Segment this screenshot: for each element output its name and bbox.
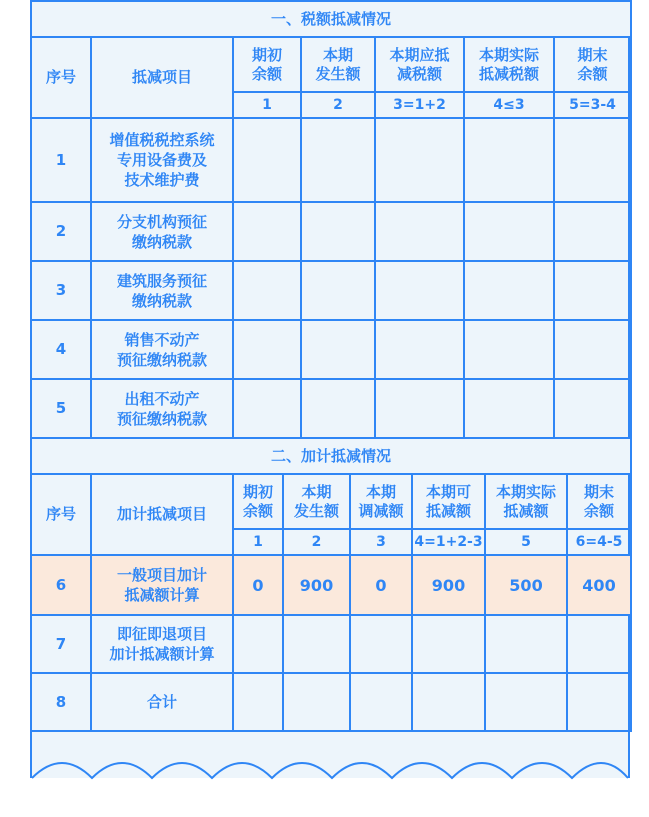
cell[interactable] — [301, 379, 375, 438]
col-header: 本期实际 抵减税额 — [464, 37, 554, 92]
col-header: 本期 发生额 — [301, 37, 375, 92]
row-item: 即征即退项目 加计抵减额计算 — [91, 615, 233, 673]
cell[interactable] — [464, 320, 554, 379]
row-item: 出租不动产 预征缴纳税款 — [91, 379, 233, 438]
cell[interactable] — [554, 261, 631, 320]
table-row — [31, 615, 631, 673]
additional-credit-table — [30, 437, 632, 732]
col-code: 4≤3 — [464, 92, 554, 118]
table-row — [31, 202, 631, 261]
table-row — [31, 555, 631, 615]
cell[interactable] — [485, 615, 567, 673]
col-header: 本期应抵 减税额 — [375, 37, 464, 92]
cell[interactable] — [567, 673, 631, 731]
cell[interactable] — [412, 615, 485, 673]
cell[interactable]: 500 — [485, 555, 567, 615]
col-code: 4=1+2-3 — [412, 529, 485, 555]
cell[interactable] — [375, 202, 464, 261]
row-item: 增值税税控系统 专用设备费及 技术维护费 — [91, 118, 233, 202]
row-seq: 2 — [31, 202, 91, 261]
table-row — [31, 118, 631, 202]
cell[interactable] — [485, 673, 567, 731]
seq-header: 序号 — [31, 37, 91, 118]
row-item: 销售不动产 预征缴纳税款 — [91, 320, 233, 379]
row-seq: 3 — [31, 261, 91, 320]
col-header: 期末 余额 — [554, 37, 631, 92]
cell[interactable] — [301, 202, 375, 261]
cell[interactable] — [233, 615, 283, 673]
cell[interactable] — [464, 202, 554, 261]
cell[interactable] — [567, 615, 631, 673]
cell[interactable] — [233, 202, 301, 261]
cell[interactable] — [233, 261, 301, 320]
cell[interactable] — [464, 379, 554, 438]
row-item: 分支机构预征 缴纳税款 — [91, 202, 233, 261]
row-item: 合计 — [91, 673, 233, 731]
cell[interactable]: 900 — [412, 555, 485, 615]
cell[interactable] — [283, 673, 350, 731]
cell[interactable] — [233, 320, 301, 379]
cell[interactable] — [375, 320, 464, 379]
row-item: 一般项目加计 抵减额计算 — [91, 555, 233, 615]
tax-credit-table — [30, 0, 632, 439]
section2-title: 二、加计抵减情况 — [31, 438, 631, 474]
col-code: 2 — [301, 92, 375, 118]
col-code: 3 — [350, 529, 412, 555]
cell[interactable] — [464, 118, 554, 202]
cell[interactable] — [554, 118, 631, 202]
col-code: 6=4-5 — [567, 529, 631, 555]
row-seq: 7 — [31, 615, 91, 673]
col-header: 期初 余额 — [233, 37, 301, 92]
scalloped-edge — [30, 740, 630, 780]
row-item: 建筑服务预征 缴纳税款 — [91, 261, 233, 320]
col-code: 3=1+2 — [375, 92, 464, 118]
table-row — [31, 261, 631, 320]
cell[interactable] — [375, 379, 464, 438]
cell[interactable] — [350, 615, 412, 673]
cell[interactable] — [301, 118, 375, 202]
row-seq: 1 — [31, 118, 91, 202]
row-seq: 8 — [31, 673, 91, 731]
item-header: 加计抵减项目 — [91, 474, 233, 555]
col-header: 本期 调减额 — [350, 474, 412, 529]
row-seq: 5 — [31, 379, 91, 438]
table-row — [31, 320, 631, 379]
col-header: 期初 余额 — [233, 474, 283, 529]
col-code: 1 — [233, 92, 301, 118]
col-header: 期末 余额 — [567, 474, 631, 529]
cell[interactable] — [375, 118, 464, 202]
col-code: 5=3-4 — [554, 92, 631, 118]
table-row — [31, 379, 631, 438]
col-header: 本期实际 抵减额 — [485, 474, 567, 529]
cell[interactable]: 900 — [283, 555, 350, 615]
cell[interactable] — [375, 261, 464, 320]
cell[interactable] — [283, 615, 350, 673]
cell[interactable]: 0 — [233, 555, 283, 615]
cell[interactable]: 0 — [350, 555, 412, 615]
cell[interactable] — [301, 261, 375, 320]
cell[interactable] — [464, 261, 554, 320]
section1-title: 一、税额抵减情况 — [31, 1, 631, 37]
cell[interactable] — [233, 379, 301, 438]
col-header: 本期 发生额 — [283, 474, 350, 529]
cell[interactable] — [554, 379, 631, 438]
seq-header: 序号 — [31, 474, 91, 555]
col-code: 1 — [233, 529, 283, 555]
row-seq: 4 — [31, 320, 91, 379]
cell[interactable] — [554, 320, 631, 379]
cell[interactable] — [233, 118, 301, 202]
col-header: 本期可 抵减额 — [412, 474, 485, 529]
item-header: 抵减项目 — [91, 37, 233, 118]
col-code: 2 — [283, 529, 350, 555]
col-code: 5 — [485, 529, 567, 555]
cell[interactable] — [554, 202, 631, 261]
cell[interactable] — [412, 673, 485, 731]
cell[interactable] — [233, 673, 283, 731]
cell[interactable] — [350, 673, 412, 731]
row-seq: 6 — [31, 555, 91, 615]
cell[interactable] — [301, 320, 375, 379]
table-row — [31, 673, 631, 731]
cell[interactable]: 400 — [567, 555, 631, 615]
